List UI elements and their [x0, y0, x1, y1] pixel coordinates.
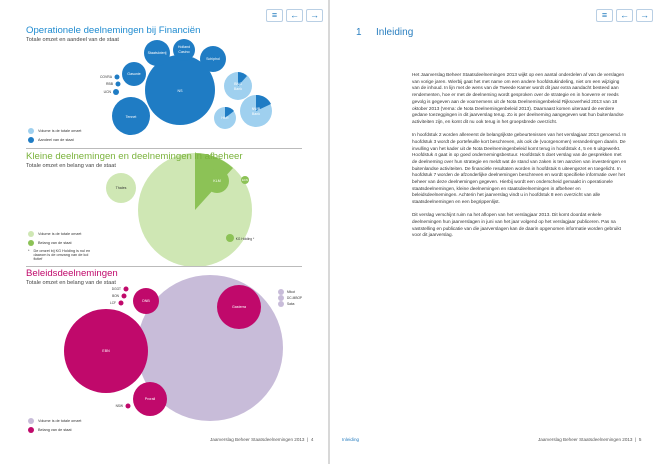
bubble-bon [122, 294, 127, 299]
divider [26, 266, 302, 267]
label-lcf: LCF [109, 301, 116, 305]
label-prorail: Prorail [144, 397, 156, 401]
page-number-left: 4 [310, 437, 314, 442]
page-number-right: 5 [638, 437, 642, 442]
paragraph-2: In hoofdstuk 2 worden allereerst de belangrijkste gebeurtenissen van het verslagjaar 2013 genoemd. In hoofdstuk 3 wordt de portefeuille kort beschreven, als ook de (voorgenomen) veranderingen daarin. De invulling van het kader uit de Nota Deelnemingenbeleid komt terug in hoofdstuk 4, 5 en 6 uitgewerkt. Hoofdstuk 4 gaat in op goed ondernemingsbestuur. Hoofdstuk 5 doet verslag van de gesprekken met de deelneming over hun strategie en meldt wat de stand van zaken is ten aanzien van investeringen en buitenlandse activiteiten. De financiële resultaten worden in hoofdstuk 6 uiteengezet en toegelicht. In hoofdstuk 7 worden de afzonderlijke deelnemingen beschreven en wordt specifieke informatie over het beheer van deze deelnemingen gegeven. Hierbij wordt een onderscheid gemaakt in operationele staatsdeelnemingen, kleine deelnemingen en staatsdeelnemingen in afbeheer en beleidsdeelnemingen. Achterin het jaarverslag vindt u in hoofdstuk 8 een overzicht van alle staatsdeelnemingen en een begrippenlijst. [412, 132, 627, 205]
section2-subtitle: Totale omzet en belang van de staat [26, 163, 116, 169]
forward-arrow-icon[interactable]: → [306, 9, 323, 22]
section1-bubbles [112, 39, 272, 135]
label-havenrotterdam: HbR [221, 116, 229, 120]
footer-left: Jaarverslag Beheer Staatsdeelnemingen 2013 | 4 [210, 437, 314, 442]
label-gasunie: Gasunie [127, 72, 141, 76]
footer-right-section: Inleiding [342, 437, 360, 442]
footer-left-text: Jaarverslag Beheer Staatsdeelnemingen 2013 [210, 437, 305, 442]
label-ebn: EBN [102, 349, 110, 353]
label-bng: BNG [234, 82, 242, 86]
paragraph-1: Het Jaarverslag Beheer Staatsdeelnemingen 2013 wijkt op een aantal onderdelen af van de verslagen van vorige jaren. Wierbij gaat het met name om een andere hoofdstukindeling, niet om een wijziging van de inhoud. In lijn met de wens van de Tweede Kamer wordt dit jaar extra aandacht besteed aan rendementen, hoe er met de deelneming wordt gesproken over de strategie en in hoeverre er reeds gevolg is gegeven aan de voornemens uit de Nota Deelnemingenbeleid Rijksoverheid 2013 van 18 oktober 2013 (Verna: de Nota Deelnemingenbeleid 2013). Daarnaast komen uiteraard de eerdere gedane toezeggingen in dit jaarverslag terug. Zo is per deelneming aangegeven wat hun buitenlandse activiteiten zijn, en komt dit nu ook terug in het groepsbrede overzicht. [412, 72, 625, 124]
divider [26, 148, 302, 149]
bubble-rbb [116, 82, 121, 87]
section1-subtitle: Totale omzet en aandeel van de staat [26, 37, 119, 43]
section3-title: Beleidsdeelnemingen [26, 268, 118, 279]
label-nsw: NSW [115, 404, 123, 408]
label-tennet: Tennet [125, 115, 137, 119]
label-nwb: NWB [251, 107, 261, 111]
note-2: De omzet bij KG Holding is nul en daarom is de omvang van de kol fictief [33, 249, 91, 261]
label-gasterra: Gasterra [232, 305, 246, 309]
footer-right-text: Jaarverslag Beheer Staatsdeelnemingen 2013 [538, 437, 633, 442]
label-schiphol: Schiphol [206, 57, 220, 61]
chapter-number: 1 [356, 27, 362, 38]
section1-legend [28, 128, 81, 146]
section3-subtitle: Totale omzet en belang van de staat [26, 280, 116, 286]
bubble-dggt [124, 287, 129, 292]
bubble-covra [115, 75, 120, 80]
bubble-saba [278, 301, 284, 307]
label-saba: Saba [287, 302, 295, 306]
menu-icon[interactable]: ≡ [596, 9, 613, 22]
label-bon: BON [112, 294, 119, 298]
section3-bubbles [64, 275, 284, 421]
section2-title: Kleine deelnemingen en deelnemingen in afbeheer [26, 151, 243, 162]
nav-buttons-right [596, 9, 653, 22]
legend-belang-3: Belang van de staat [38, 428, 72, 432]
label-rbb: RBB [106, 82, 113, 86]
left-page [0, 0, 328, 464]
right-page [330, 0, 657, 464]
label-asg: KG Holding * [235, 237, 255, 241]
label-thales: Thales [115, 186, 127, 190]
label-dggt: DGGT [111, 287, 121, 291]
bubble-lcf [119, 301, 124, 306]
menu-icon[interactable]: ≡ [266, 9, 283, 22]
label-mfoot: Mfoot [287, 290, 295, 294]
footer-right: Jaarverslag Beheer Staatsdeelnemingen 2013 | 5 [538, 437, 642, 442]
label-ucn: UCN [103, 90, 111, 94]
back-arrow-icon[interactable]: ← [286, 9, 303, 22]
bubble-asg [226, 234, 234, 242]
forward-arrow-icon[interactable]: → [636, 9, 653, 22]
label-casino: Casino [178, 50, 190, 54]
section3-legend [28, 418, 81, 436]
legend-volume-2: Volume is de totale omzet [38, 232, 82, 236]
legend-volume: Volume is de totale omzet [38, 129, 82, 133]
section2-bubbles [106, 153, 252, 267]
chapter-title: Inleiding [376, 27, 414, 38]
legend-share: Aandeel van de staat [38, 138, 74, 142]
bubble-ucn [113, 89, 119, 95]
bubble-dcmbop [278, 295, 284, 301]
label-ns: NS [177, 89, 183, 93]
section1-title: Operationele deelnemingen bij Financiën [26, 25, 201, 36]
label-ecn: ECN [242, 178, 248, 182]
paragraph-3: Dit verslag verschijnt ruim na het aflopen van het verslagjaar 2013. Dit komt doordat enkele deelnemingen hun jaarverslagen in juni van het jaar volgend op het verslagjaar publiceren. Pas na vaststelling en publicatie van die jaarverslagen kan de daarin opgenomen informatie worden gebruikt voor dit jaarverslag. [412, 212, 621, 238]
label-staatsloterij: Staatsloterij [147, 51, 167, 55]
label-klm: KLM [213, 179, 221, 183]
label-dnb: DNB [142, 299, 150, 303]
label-covra: COVRA [99, 75, 112, 79]
back-arrow-icon[interactable]: ← [616, 9, 633, 22]
label-nwb-bank: Bank [251, 112, 261, 116]
label-holland: Holland [177, 45, 191, 49]
legend-volume-3: Volume is de totale omzet [38, 419, 82, 423]
bubble-nsw [126, 404, 131, 409]
label-bank: Bank [233, 87, 243, 91]
section2-legend: Volume is de totale omzet Belang van de staat * De omzet bij KG Holding is nul en daarom is de omvang van de kol fictief [28, 231, 98, 264]
body-text [412, 72, 627, 246]
bubble-mfoot [278, 289, 284, 295]
legend-belang-2: Belang van de staat [38, 241, 72, 245]
label-dcmbop: DC-MBOP [287, 296, 303, 300]
